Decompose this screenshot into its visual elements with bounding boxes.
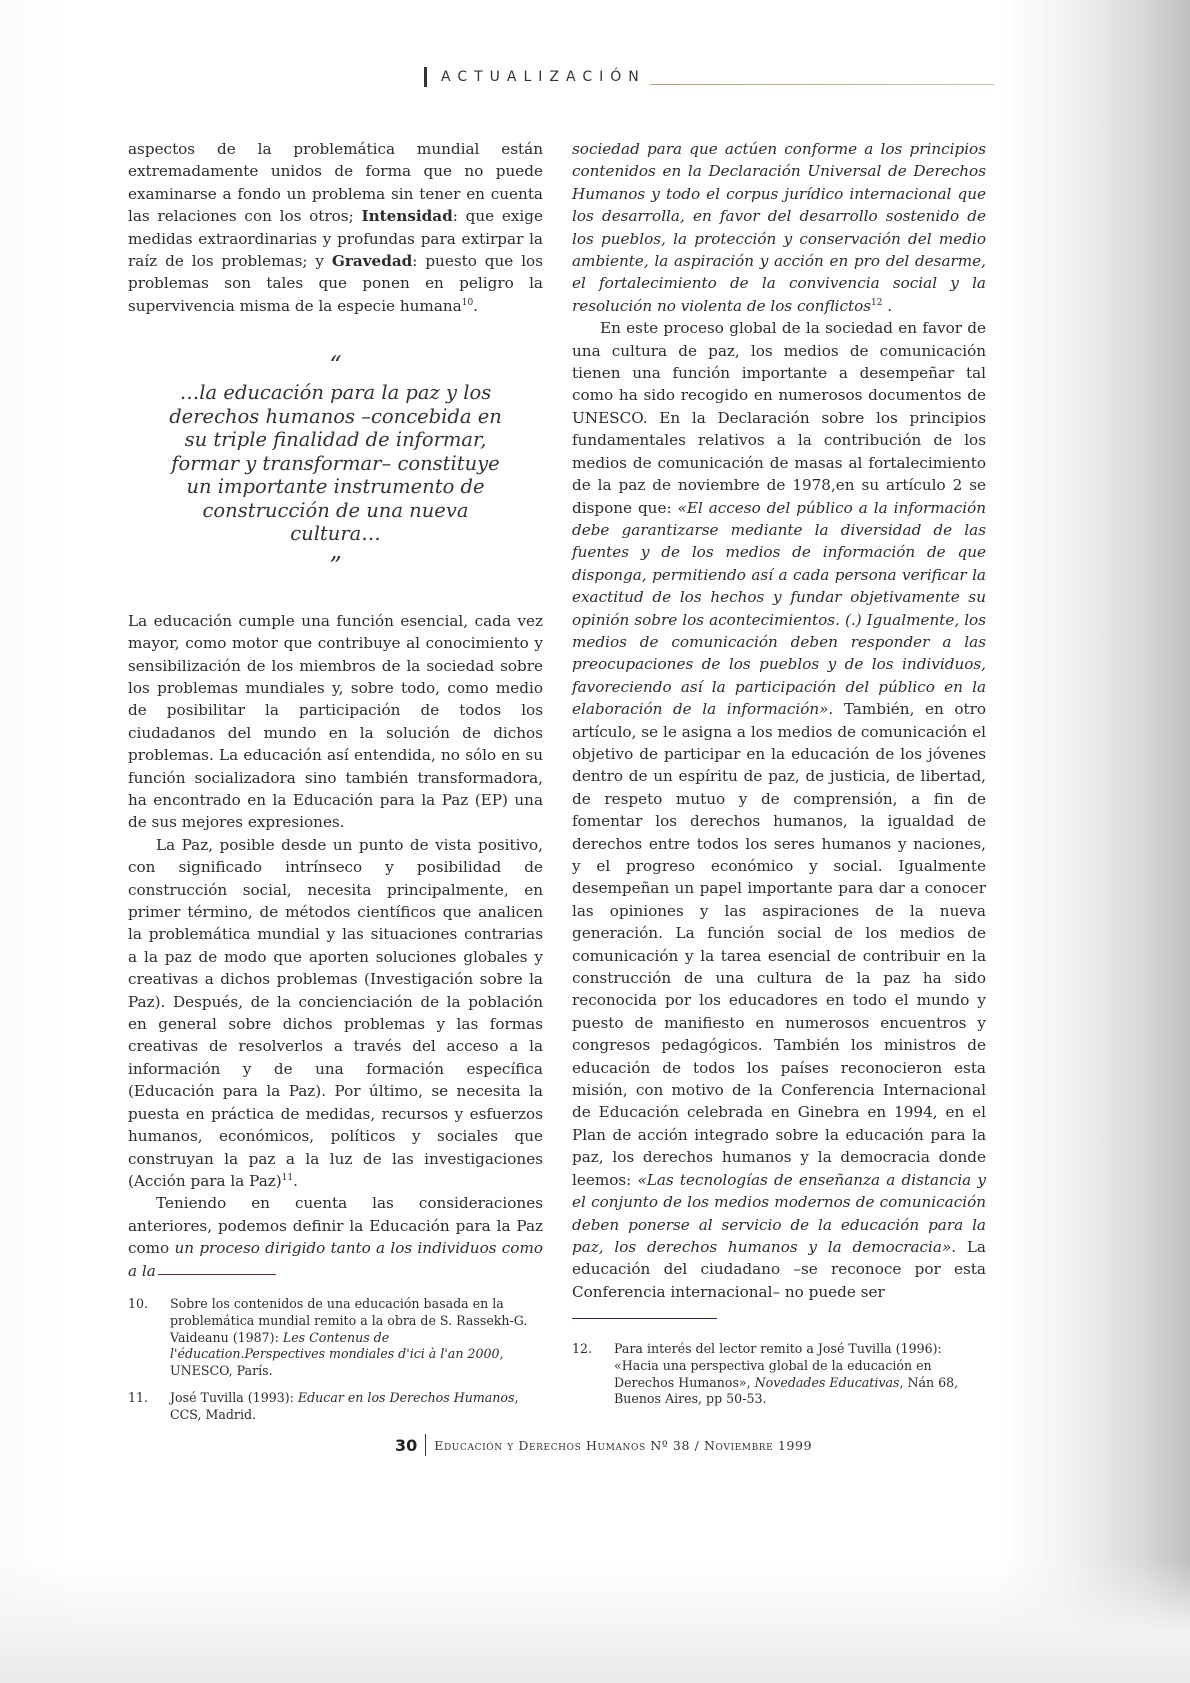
text-run: , Nán 68, Buenos Aires, pp 50-53. — [614, 1374, 959, 1407]
footnote-text — [170, 1390, 548, 1424]
text-run: Para interés del lector remito a José Tuvilla (1996): «Hacia una perspectiva global de la educación en Derechos Humanos», — [614, 1341, 942, 1390]
footnote-text — [614, 1341, 972, 1408]
footnote-rule — [572, 1318, 717, 1319]
footnote-number: 11. — [128, 1389, 149, 1405]
text-run: Teniendo en cuenta las consideraciones anteriores, podemos definir la Educación para la Paz como — [128, 1194, 543, 1258]
page-footer — [395, 1433, 812, 1457]
text-run: Novedades Educativas — [754, 1374, 900, 1390]
text-run: un proceso dirigido tanto a los individuos como a la — [128, 1239, 543, 1280]
text-run: Les Contenus de l'éducation.Perspectives mondiales d'ici à l'an 2000 — [170, 1329, 500, 1362]
footnote-10 — [128, 1296, 548, 1380]
quote-open-mark: “ — [329, 351, 342, 380]
text-run: «El acceso del público a la información debe garantizarse mediante la diversidad de las fuentes y de los medios de información de que disponga, permitiendo así a cada persona verificar la exactitud de los hechos y fundar objetivamente su opinión sobre los acontecimientos. (.) Igualmente, los medios de comunicación deben responder a las preocupaciones de los pueblos y de los individuos, favoreciendo así la participación del público en la elaboración de la información» — [572, 498, 986, 719]
text-run: «Las tecnologías de enseñanza a distancia y el conjunto de los medios modernos de comunicación deben ponerse al servicio de la educación para la paz, los derechos humanos y la democracia» — [572, 1170, 986, 1256]
footnote-ref: 10 — [461, 297, 474, 308]
left-column — [128, 138, 543, 1282]
footnote-rule — [158, 1274, 276, 1275]
right-column — [572, 138, 986, 1303]
text-run: . — [293, 1171, 298, 1190]
text-run: aspectos de la problemática mundial están extremadamente unidos de forma que no puede examinarse a fondo un problema sin tener en cuenta las relaciones con los otros; — [128, 140, 543, 226]
text-run: Intensidad — [361, 207, 453, 226]
text-run: Sobre los contenidos de una educación basada en la problemática mundial remito a la obra de S. Rassekh-G. Vaideanu (1987): — [170, 1296, 528, 1345]
section-title: ACTUALIZACIÓN — [441, 69, 646, 85]
text-run: Educar en los Derechos Humanos — [297, 1389, 515, 1405]
page-number: 30 — [395, 1435, 418, 1455]
text-run: En este proceso global de la sociedad en favor de una cultura de paz, los medios de comunicación tienen una función importante a desempeñar tal como ha sido recogido en numerosos documentos de UNESCO. En la Declaración sobre los principios fundamentales relativos a la contribución de los medios de comunicación de masas al fortalecimiento de la paz de noviembre de 1978,en su artículo 2 se dispone que: — [572, 319, 986, 517]
text-run: Gravedad — [331, 252, 413, 271]
text-run: La educación cumple una función esencial, cada vez mayor, como motor que contribuye al conocimiento y sensibilización de los miembros de la sociedad sobre los problemas mundiales y, sobre todo, como medio de posibilitar la participación de todos los ciudadanos del mundo en la solución de dichos problemas. La educación así entendida, no sólo en su función socializadora sino también transformadora, ha encontrado en la Educación para la Paz (EP) una de sus mejores expresiones. — [128, 611, 543, 832]
scan-shadow — [0, 1560, 1190, 1683]
footnote-ref: 12 — [871, 297, 883, 308]
paragraph — [128, 610, 543, 834]
footnotes-right — [572, 1341, 972, 1418]
text-run: , UNESCO, París. — [170, 1346, 504, 1379]
text-run: . La educación del ciudadano –se reconoce por esta Conferencia internacional– no puede ser — [572, 1237, 986, 1301]
footer-bar — [425, 1434, 426, 1456]
text-run: , CCS, Madrid. — [170, 1389, 519, 1422]
text-run: La Paz, posible desde un punto de vista positivo, con significado intrínseco y posibilidad de construcción social, necesita principalmente, en primer término, de métodos científicos que analicen la problemática mundial y las situaciones contrarias a la paz de modo que aporten soluciones globales y creativas a dichos problemas (Investigación sobre la Paz). Después, de la concienciación de la población en general sobre dichos problemas y las formas creativas de resolverlos a través del acceso a la información y de una formación específica (Educación para la Paz). Por último, se necesita la puesta en práctica de medidas, recursos y esfuerzos humanos, económicos, políticos y sociales que construyan la paz a la luz de las investigaciones (Acción para la Paz) — [128, 835, 543, 1190]
quote-close-mark: ” — [329, 551, 342, 580]
paragraph — [128, 1192, 543, 1282]
running-header — [424, 66, 994, 88]
paragraph — [128, 834, 543, 1193]
footnote-11 — [128, 1390, 548, 1424]
text-run: . — [473, 296, 478, 315]
paragraph — [572, 317, 986, 1303]
footnote-12 — [572, 1341, 972, 1408]
footnote-number: 12. — [572, 1341, 593, 1356]
header-bar — [424, 67, 427, 87]
footnote-number: 10. — [128, 1296, 149, 1311]
footnote-text — [170, 1296, 548, 1380]
paragraph — [572, 138, 986, 317]
text-run: José Tuvilla (1993): — [170, 1389, 298, 1405]
text-run: . También, en otro artículo, se le asigna a los medios de comunicación el objetivo de participar en la educación de los jóvenes dentro de un espíritu de paz, de justicia, de libertad, de respeto mutuo y de comprensión, a fin de fomentar los derechos humanos, la igualdad de derechos entre todos los seres humanos y naciones, y el progreso económico y social. Igualmente desempeñan un papel importante para dar a conocer las opiniones y las aspiraciones de la nueva generación. La función social de los medios de comunicación y la tarea esencial de contribuir en la construcción de una cultura de la paz ha sido reconocida por los educadores en todo el mundo y puesto de manifiesto en numerosos encuentros y congresos pedagógicos. También los ministros de educación de todos los países reconocieron esta misión, con motivo de la Conferencia Internacional de Educación celebrada en Ginebra en 1994, en el Plan de acción integrado sobre la educación para la paz, los derechos humanos y la democracia donde leemos: — [572, 700, 986, 1189]
pull-quote: …la educación para la paz y los derechos humanos –concebida en su triple finalidad de informar, formar y transformar– constituye un importante instrumento de construcción de una nueva cultura… — [169, 381, 502, 546]
publication-info: Educación y Derechos Humanos Nº 38 / Noviembre 1999 — [434, 1437, 813, 1453]
paragraph — [128, 138, 543, 317]
text-run: . — [882, 296, 893, 315]
footnotes-left — [128, 1296, 548, 1434]
footnote-ref: 11 — [281, 1172, 294, 1183]
text-run: : que exige medidas extraordinarias y profundas para extirpar la raíz de los problemas; y — [128, 207, 543, 271]
header-rule — [650, 84, 994, 85]
text-run: sociedad para que actúen conforme a los principios contenidos en la Declaración Universal de Derechos Humanos y todo el corpus jurídico internacional que los desarrolla, en favor del desarrollo sostenido de los pueblos, la protección y conservación del medio ambiente, la aspiración y acción en pro del desarme, el fortalecimiento de la convivencia social y la resolución no violenta de los conflictos — [572, 140, 986, 315]
text-run: : puesto que los problemas son tales que ponen en peligro la supervivencia misma de la especie humana — [128, 252, 543, 315]
